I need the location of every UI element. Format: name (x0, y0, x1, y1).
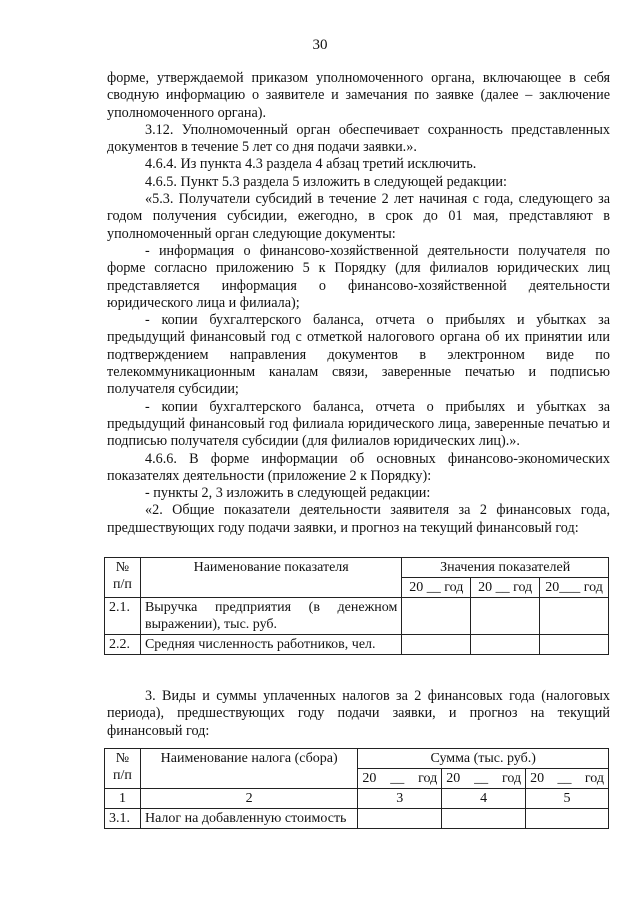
table-row (105, 809, 609, 829)
header-year-3: 20___ год (540, 578, 609, 598)
header-indicator-name: Наименование показателя (140, 558, 401, 598)
table-row (105, 635, 609, 655)
page-number: 30 (312, 37, 328, 53)
paragraph-5-3: «5.3. Получатели субсидий в течение 2 лет начиная с года, следующего за годом получения субсидии, ежегодно, в срок до 01 мая, представляют в уполномоченный орган следующие документы: (107, 191, 610, 242)
paragraph-3-taxes: 3. Виды и суммы уплаченных налогов за 2 финансовых года (налоговых периода), предшествующих году подачи заявки, и прогноз на текущий финансовый год: (107, 688, 610, 739)
row-no: 2.1. (105, 598, 141, 635)
row-no: 2.2. (105, 635, 141, 655)
paragraph-4-6-5: 4.6.5. Пункт 5.3 раздела 5 изложить в следующей редакции: (145, 173, 507, 190)
paragraph-2-general: «2. Общие показатели деятельности заявителя за 2 финансовых года, предшествующих году подачи заявки, и прогноз на текущий финансовый год: (107, 502, 610, 536)
header-year-2: 20 __ год (442, 769, 526, 789)
list-item-balance-branch: - копии бухгалтерского баланса, отчета о прибылях и убытках за предыдущий финансовый год филиала юридического лица, заверенные печатью и подписью получателя субсидии (для филиалов юридических лиц).». (107, 398, 610, 450)
header-sum: Сумма (тыс. руб.) (358, 749, 609, 769)
header-tax-name: Наименование налога (сбора) (140, 749, 357, 789)
col-number: 3 (358, 789, 442, 809)
value-cell (471, 635, 540, 655)
col-number: 2 (140, 789, 357, 809)
paragraph-4-6-6: 4.6.6. В форме информации об основных финансово-экономических показателях деятельности (приложение 2 к Порядку): (107, 450, 610, 484)
header-year-1: 20 __ год (358, 769, 442, 789)
table-row (105, 598, 609, 635)
header-year-3: 20 __ год (526, 769, 609, 789)
value-cell (442, 809, 526, 829)
paragraph-continuation: форме, утверждаемой приказом уполномоченного органа, включающее в себя сводную информацию о заявителе и замечания по заявке (далее – заключение уполномоченного органа). (107, 70, 610, 121)
paragraph-3-12: 3.12. Уполномоченный орган обеспечивает сохранность представленных документов в течение 5 лет со дня подачи заявки.». (107, 121, 610, 156)
paragraph-points: - пункты 2, 3 изложить в следующей редакции: (145, 485, 431, 502)
header-no: № п/п (105, 749, 141, 789)
value-cell (402, 598, 471, 635)
value-cell (471, 598, 540, 635)
value-cell (402, 635, 471, 655)
value-cell (526, 809, 609, 829)
taxes-table (104, 748, 609, 829)
header-year-2: 20 __ год (471, 578, 540, 598)
col-number: 5 (526, 789, 609, 809)
indicators-table (104, 557, 609, 655)
col-number: 4 (442, 789, 526, 809)
row-no: 3.1. (105, 809, 141, 829)
value-cell (540, 635, 609, 655)
row-name: Средняя численность работников, чел. (140, 635, 401, 655)
paragraph-4-6-4: 4.6.4. Из пункта 4.3 раздела 4 абзац третий исключить. (145, 156, 477, 173)
header-values: Значения показателей (402, 558, 609, 578)
value-cell (358, 809, 442, 829)
row-name: Выручка предприятия (в денежном выражении), тыс. руб. (140, 598, 401, 635)
header-no: № п/п (105, 558, 141, 598)
value-cell (540, 598, 609, 635)
list-item-info: - информация о финансово-хозяйственной деятельности получателя по форме согласно приложению 5 к Порядку (для филиалов юридических лиц представляется информация о финансово-хозяйственной деятельности юридического лица и филиала); (107, 242, 610, 311)
list-item-balance: - копии бухгалтерского баланса, отчета о прибылях и убытках за предыдущий финансовый год с отметкой налогового органа об их принятии или подтверждением направления документов в электронном виде по телекоммуникационным каналам связи, заверенные печатью и подписью получателя субсидии; (107, 312, 610, 398)
row-name: Налог на добавленную стоимость (140, 809, 357, 829)
header-year-1: 20 __ год (402, 578, 471, 598)
col-number: 1 (105, 789, 141, 809)
column-numbers-row (105, 789, 609, 809)
document-body (107, 70, 610, 537)
